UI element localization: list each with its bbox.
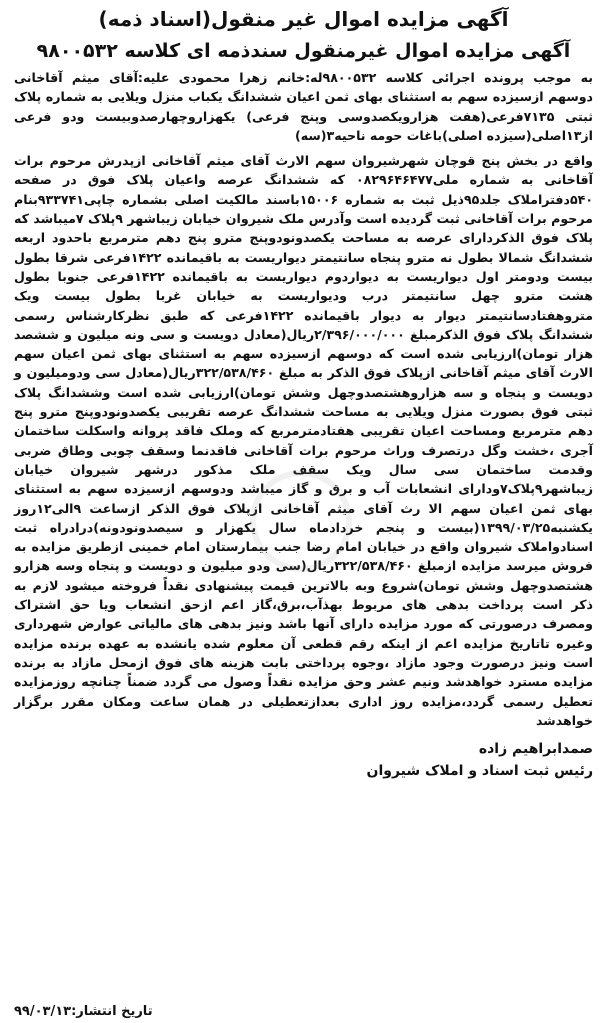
intro-paragraph: به موجب پرونده اجرائی کلاسه ۹۸۰۰۵۳۲له:خانم زهرا محمودی علیه:آقای میثم آقاخانی دوسهم ازسیزده سهم به استثنای بهای ثمن اعیان ششدانگ یکباب منزل ویلایی به شماره پلاک ثبتی ۷۱۳۵فرعی(هفت هزارویکصدوسی وپنج فرعی) یکهزاروچهارصدوبیست ودو فرعی از۱۳اصلی(سیزده اصلی)باغات حومه ناحیه۳(سه) [14, 70, 593, 143]
notice-main-title: آگهی مزایده اموال غیرمنقول سندذمه ای کلاسه ۹۸۰۰۵۳۲ [36, 40, 571, 62]
publish-date: تاریخ انتشار:۹۹/۰۳/۱۳ [14, 1004, 153, 1019]
signatory-name: صمدابراهیم زاده [478, 741, 593, 758]
body-paragraph: واقع در بخش پنج قوچان شهرشیروان سهم الارث آقای میثم آقاخانی ازپدرش مرحوم برات آقاخانی به شماره ملی۰۸۲۹۶۴۶۴۷۷ که ششدانگ عرصه واعیان پلاک فوق در صفحه ۵۴۰دفتراملاک جلد۹۵ذیل ثبت به شماره ۱۵۰۰۶باسند مالکیت اصلی بشماره چاپی۹۳۳۷۴۱بنام مرحوم برات آقاخانی ثبت گردیده است وآدرس ملک شیروان خیابان زیباشهر ۹پلاک ۷میباشد که پلاک فوق الذکردارای عرصه به مساحت یکصدونودوپنج مترو پنج دهم مترمربع باحدود اربعه ششدانگ شمالا بطول نه مترو پنجاه سانتیمتر دیواریست به باقیمانده ۱۴۲۲فرعی شرقا بطول بیست ودومتر اول دیواریست به دیواردوم دیواریست به باقیمانده ۱۴۲۲فرعی جنوبا بطول هشت مترو چهل سانتیمتر درب ودیواریست به خیابان غربا بطول بیست ویک متروهفتادسانتیمتر دیوار به دیوار باقیمانده ۱۴۲۲فرعی که طبق نظرکارشناس رسمی ششدانگ پلاک فوق الذکرمبلغ ۲/۳۹۶/۰۰۰/۰۰۰ریال(معادل دویست و سی ونه میلیون و ششصد هزار تومان)ارزیابی شده است که دوسهم ازسیزده سهم به استثنای بهای ثمن اعیان سهم الارث آقای میثم آقاخانی ازپلاک فوق الذکر به مبلغ ۳۲۲/۵۳۸/۴۶۰ریال(معادل سی ودومیلیون و دویست و پنجاه و سه هزاروهشتصدوچهل وشش تومان)ارزیابی شده است وششدانگ پلاک ثبتی فوق بصورت منزل ویلایی به مساحت ششدانگ عرصه تقریبی یکصدونودوپنج مترو پنج دهم مترمربع ومساحت اعیان تقریبی هفتادمترمربع که وملک فاقد پروانه واسکلت ساختمان آجری ،خشت وگل درتصرف وراث مرحوم برات آقاخانی فاقدنما وسقف چوبی وطاق ضربی وقدمت ساختمان سی سال ویک سقف ملک مذکور درشهر شیروان خیابان زیباشهر۹پلاک۷ودارای انشعابات آب و برق و گاز میباشد ودوسهم ازسیزده سهم به استثنای بهای ثمن اعیان سهم الا رث آقای میثم آقاخانی ازپلاک فوق الذکر ازساعت ۹الی۱۲روز یکشنبه۱۳۹۹/۰۳/۲۵(بیست و پنجم خردادماه سال یکهزار و سیصدونودونه)درادراه ثبت اسنادواملاک شیروان واقع در خیابان امام رضا جنب بیمارستان امام خمینی ازطریق مزایده به فروش میرسد مزایده ازمبلغ ۳۲۲/۵۳۸/۴۶۰ریال(سی ودو میلیون و دویست و پنجاه وسه هزارو هشتصدوچهل وشش تومان)شروع وبه بالاترین قیمت پیشنهادی نقداً فروخته میشود لازم به ذکر است پرداخت بدهی های مربوط بهذآب،برق،گاز اعم ازحق انشعاب ویا حق اشتراک ومصرف درصورتی که مورد مزایده دارای آنها باشد ونیز بدهی های مالیاتی عوارض شهرداری وغیره تاتاریخ مزایده اعم از اینکه رقم قطعی آن معلوم شده یانشده به عهده برنده مزایده است ونیز درصورت وجود مازاد ،وجوه پرداختی بابت هزینه های فوق ازمحل مازاد به برنده مزایده مسترد خواهدشد ونیم عشر وحق مزایده نقداً وصول می گردد ضمناً چنانچه روزمزایده تعطیل رسمی گردد،مزایده روز اداری بعدازتعطیلی در همان ساعت ومکان مقرر برگزار خواهدشد [14, 153, 594, 728]
signatory-title: رئیس ثبت اسناد و املاک شیروان [366, 763, 593, 780]
notice-header-title: آگهی مزایده اموال غیر منقول(اسناد ذمه) [98, 7, 509, 31]
